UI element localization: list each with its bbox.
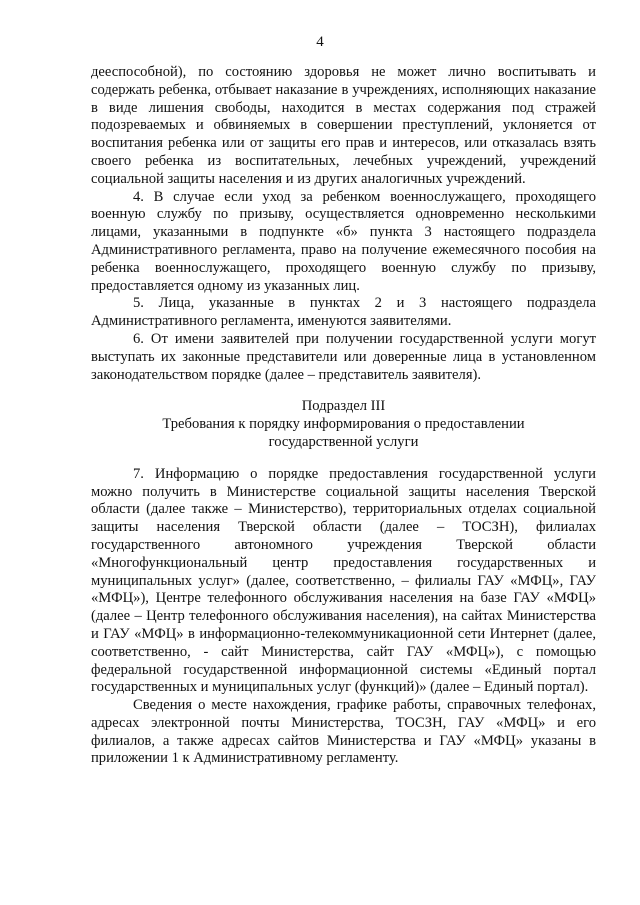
paragraph-7: 7. Информацию о порядке предоставления государственной услуги можно получить в Министерстве социальной защиты населения Тверской области (далее также – Министерство), территориальных отделах социальной защиты населения Тверской области (далее – ТОСЗН), филиалах государственного автономного учреждения Тверской области «Многофункциональный центр предоставления государственных и муниципальных услуг» (далее, соответственно, – филиалы ГАУ «МФЦ», ГАУ «МФЦ»), Центре телефонного обслуживания населения на базе ГАУ «МФЦ» (далее – Центр телефонного обслуживания населения), на сайтах Министерства и ГАУ «МФЦ» в информационно-телекоммуникационной сети Интернет (далее, соответственно, - сайт Министерства, сайт ГАУ «МФЦ»), с помощью федеральной государственной информационной системы «Единый портал государственных и муниципальных услуг (функций)» (далее – Единый портал). [91,465,596,696]
section-heading [91,398,596,451]
paragraph-6: 6. От имени заявителей при получении государственной услуги могут выступать их законные представители или доверенные лица в установленном законодательством порядке (далее – представитель заявителя). [91,330,596,383]
paragraph-contacts: Сведения о месте нахождения, графике работы, справочных телефонах, адресах электронной почты Министерства, ТОСЗН, ГАУ «МФЦ» и его филиалов, а также адресах сайтов Министерства и ГАУ «МФЦ» указаны в приложении 1 к Административному регламенту. [91,697,596,767]
paragraph-4: 4. В случае если уход за ребенком военнослужащего, проходящего военную службу по призыву, осуществляется одновременно несколькими лицами, указанными в подпункте «б» пункта 3 настоящего подраздела Административного регламента, право на получение ежемесячного пособия на ребенка военнослужащего, проходящего военную службу по призыву, предоставляется одному из указанных лиц. [91,188,596,294]
section-label: Подраздел III [301,398,386,415]
document-body [91,64,596,768]
page-number: 4 [316,34,324,50]
paragraph-continuation: дееспособной), по состоянию здоровья не может лично воспитывать и содержать ребенка, отбывает наказание в учреждениях, исполняющих наказание в виде лишения свободы, находится в местах содержания под стражей подозреваемых и обвиняемых в совершении преступлений, уклоняется от воспитания ребенка или от защиты его прав и интересов, или отказалась взять своего ребенка из воспитательных, лечебных учреждений, учреждений социальной защиты населения и из других аналогичных учреждений. [91,64,596,187]
section-title-line-1: Требования к порядку информирования о предоставлении [162,416,525,433]
paragraph-5: 5. Лица, указанные в пунктах 2 и 3 настоящего подраздела Административного регламента, именуются заявителями. [91,295,596,330]
section-title-line-2: государственной услуги [268,433,419,450]
